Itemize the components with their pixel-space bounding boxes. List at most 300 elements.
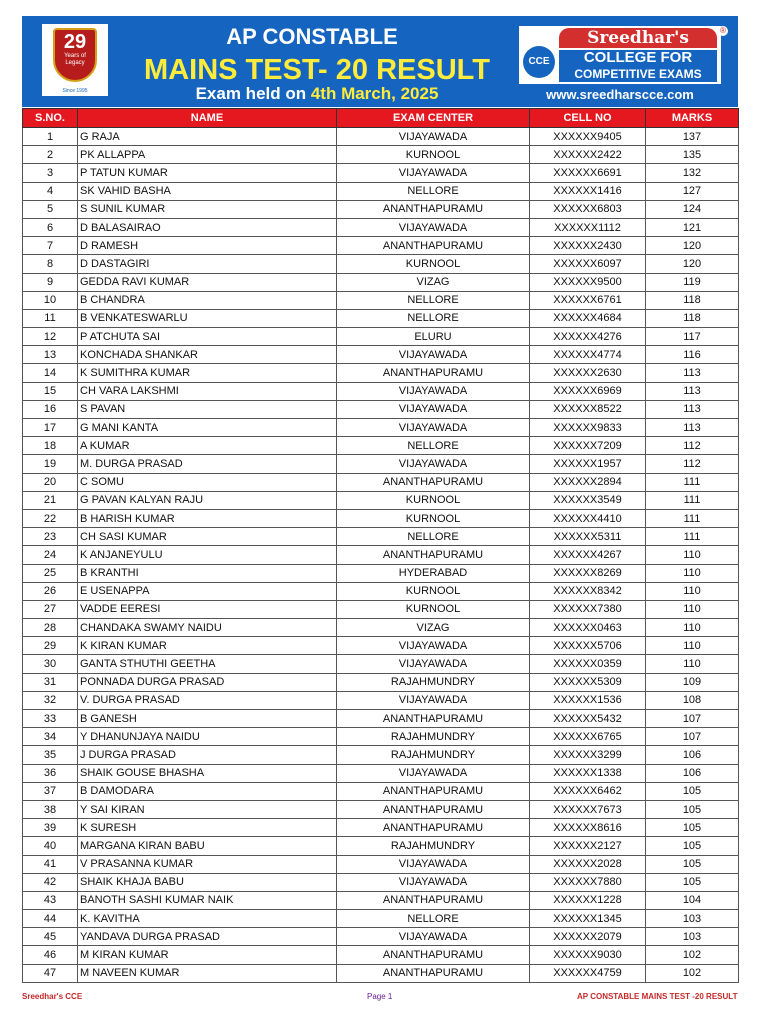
cell-sno: 7 (23, 237, 78, 255)
cell-exam-center: VIJAYAWADA (337, 855, 530, 873)
cell-cell-no: XXXXXX9833 (530, 419, 646, 437)
table-row (23, 400, 739, 418)
col-sno: S.NO. (23, 109, 78, 128)
cell-name: G PAVAN KALYAN RAJU (78, 491, 337, 509)
page-subtitle: MAINS TEST- 20 RESULT (144, 54, 490, 86)
cell-marks: 137 (646, 128, 739, 146)
cell-marks: 109 (646, 673, 739, 691)
registered-icon: ® (718, 26, 728, 36)
table-body (23, 128, 739, 983)
cell-name: MARGANA KIRAN BABU (78, 837, 337, 855)
cell-cell-no: XXXXXX0359 (530, 655, 646, 673)
cell-marks: 105 (646, 855, 739, 873)
cell-marks: 103 (646, 928, 739, 946)
cell-cell-no: XXXXXX9030 (530, 946, 646, 964)
cell-sno: 25 (23, 564, 78, 582)
table-row (23, 655, 739, 673)
table-row (23, 564, 739, 582)
cell-marks: 120 (646, 237, 739, 255)
cell-exam-center: VIZAG (337, 273, 530, 291)
cell-name: SHAIK GOUSE BHASHA (78, 764, 337, 782)
table-row (23, 182, 739, 200)
cell-marks: 110 (646, 564, 739, 582)
exam-date: 4th March, 2025 (310, 84, 439, 103)
cell-cell-no: XXXXXX2430 (530, 237, 646, 255)
cell-sno: 11 (23, 309, 78, 327)
cell-cell-no: XXXXXX1536 (530, 691, 646, 709)
cell-cell-no: XXXXXX1345 (530, 910, 646, 928)
footer-page-number: Page 1 (367, 992, 393, 1001)
cell-cell-no: XXXXXX1957 (530, 455, 646, 473)
cell-sno: 45 (23, 928, 78, 946)
cell-cell-no: XXXXXX2630 (530, 364, 646, 382)
cell-marks: 102 (646, 946, 739, 964)
cell-exam-center: ANANTHAPURAMU (337, 964, 530, 982)
cell-exam-center: VIJAYAWADA (337, 691, 530, 709)
cell-marks: 113 (646, 400, 739, 418)
cell-sno: 35 (23, 746, 78, 764)
cell-marks: 113 (646, 419, 739, 437)
cell-marks: 135 (646, 146, 739, 164)
table-row (23, 619, 739, 637)
cell-exam-center: VIJAYAWADA (337, 346, 530, 364)
cell-marks: 105 (646, 837, 739, 855)
cell-name: P ATCHUTA SAI (78, 328, 337, 346)
cell-exam-center: VIJAYAWADA (337, 218, 530, 236)
cell-marks: 110 (646, 655, 739, 673)
table-row (23, 764, 739, 782)
cell-exam-center: VIJAYAWADA (337, 164, 530, 182)
table-row (23, 910, 739, 928)
table-row (23, 691, 739, 709)
cell-cell-no: XXXXXX2079 (530, 928, 646, 946)
cell-name: CHANDAKA SWAMY NAIDU (78, 619, 337, 637)
cell-sno: 14 (23, 364, 78, 382)
cell-sno: 23 (23, 528, 78, 546)
cell-cell-no: XXXXXX2422 (530, 146, 646, 164)
cell-sno: 6 (23, 218, 78, 236)
cell-name: VADDE EERESI (78, 600, 337, 618)
cell-sno: 13 (23, 346, 78, 364)
legacy-logo (42, 24, 108, 96)
cell-cell-no: XXXXXX6765 (530, 728, 646, 746)
table-row (23, 546, 739, 564)
cell-sno: 47 (23, 964, 78, 982)
cell-marks: 110 (646, 637, 739, 655)
cell-marks: 111 (646, 509, 739, 527)
cell-cell-no: XXXXXX6097 (530, 255, 646, 273)
cell-name: CH SASI KUMAR (78, 528, 337, 546)
cell-exam-center: VIJAYAWADA (337, 655, 530, 673)
page-title: AP CONSTABLE (226, 24, 398, 49)
cell-marks: 112 (646, 455, 739, 473)
cell-sno: 44 (23, 910, 78, 928)
cell-exam-center: NELLORE (337, 437, 530, 455)
cell-cell-no: XXXXXX1112 (530, 218, 646, 236)
website-link[interactable]: www.sreedharscce.com (546, 87, 694, 102)
cell-marks: 107 (646, 728, 739, 746)
cell-sno: 16 (23, 400, 78, 418)
cell-name: BANOTH SASHI KUMAR NAIK (78, 891, 337, 909)
table-row (23, 491, 739, 509)
brand-name: Sreedhar's (559, 28, 717, 48)
cell-marks: 118 (646, 291, 739, 309)
cell-sno: 26 (23, 582, 78, 600)
cell-sno: 1 (23, 128, 78, 146)
cell-name: K ANJANEYULU (78, 546, 337, 564)
cell-exam-center: KURNOOL (337, 582, 530, 600)
cell-cell-no: XXXXXX4684 (530, 309, 646, 327)
brand-logo (519, 26, 721, 84)
cell-exam-center: ANANTHAPURAMU (337, 710, 530, 728)
cell-name: K SUMITHRA KUMAR (78, 364, 337, 382)
table-row (23, 673, 739, 691)
cell-sno: 12 (23, 328, 78, 346)
table-row (23, 837, 739, 855)
cell-marks: 121 (646, 218, 739, 236)
cell-marks: 110 (646, 582, 739, 600)
cell-sno: 39 (23, 819, 78, 837)
cell-sno: 9 (23, 273, 78, 291)
cell-exam-center: HYDERABAD (337, 564, 530, 582)
cell-marks: 105 (646, 800, 739, 818)
cell-cell-no: XXXXXX6691 (530, 164, 646, 182)
col-marks: MARKS (646, 109, 739, 128)
cell-exam-center: ELURU (337, 328, 530, 346)
cell-name: S SUNIL KUMAR (78, 200, 337, 218)
table-row (23, 255, 739, 273)
cell-sno: 33 (23, 710, 78, 728)
exam-date-prefix: Exam held on (195, 84, 311, 103)
logo-number: 29 (63, 31, 87, 53)
cell-cell-no: XXXXXX4410 (530, 509, 646, 527)
cell-name: S PAVAN (78, 400, 337, 418)
cell-name: B KRANTHI (78, 564, 337, 582)
cell-name: M NAVEEN KUMAR (78, 964, 337, 982)
cell-sno: 34 (23, 728, 78, 746)
table-row (23, 855, 739, 873)
table-row (23, 382, 739, 400)
cell-name: Y SAI KIRAN (78, 800, 337, 818)
cell-exam-center: VIJAYAWADA (337, 764, 530, 782)
cell-cell-no: XXXXXX4774 (530, 346, 646, 364)
cell-name: J DURGA PRASAD (78, 746, 337, 764)
cell-cell-no: XXXXXX5432 (530, 710, 646, 728)
cell-sno: 21 (23, 491, 78, 509)
cell-sno: 18 (23, 437, 78, 455)
cell-exam-center: NELLORE (337, 291, 530, 309)
cell-cell-no: XXXXXX7673 (530, 800, 646, 818)
table-row (23, 237, 739, 255)
cell-cell-no: XXXXXX8269 (530, 564, 646, 582)
table-row (23, 128, 739, 146)
cell-exam-center: VIJAYAWADA (337, 928, 530, 946)
cell-marks: 120 (646, 255, 739, 273)
cell-cell-no: XXXXXX1338 (530, 764, 646, 782)
cell-name: C SOMU (78, 473, 337, 491)
cell-exam-center: NELLORE (337, 528, 530, 546)
cell-exam-center: ANANTHAPURAMU (337, 800, 530, 818)
cell-cell-no: XXXXXX5309 (530, 673, 646, 691)
cell-cell-no: XXXXXX2894 (530, 473, 646, 491)
cell-cell-no: XXXXXX8342 (530, 582, 646, 600)
cell-marks: 111 (646, 528, 739, 546)
table-row (23, 582, 739, 600)
cell-exam-center: VIJAYAWADA (337, 382, 530, 400)
footer-left: Sreedhar's CCE (22, 992, 83, 1001)
table-row (23, 819, 739, 837)
cell-sno: 10 (23, 291, 78, 309)
table-row (23, 455, 739, 473)
cell-name: D DASTAGIRI (78, 255, 337, 273)
cell-sno: 43 (23, 891, 78, 909)
cell-exam-center: KURNOOL (337, 509, 530, 527)
cell-name: SHAIK KHAJA BABU (78, 873, 337, 891)
cell-cell-no: XXXXXX6462 (530, 782, 646, 800)
cell-cell-no: XXXXXX2127 (530, 837, 646, 855)
cell-exam-center: RAJAHMUNDRY (337, 728, 530, 746)
cell-sno: 29 (23, 637, 78, 655)
cell-name: M. DURGA PRASAD (78, 455, 337, 473)
cell-name: D RAMESH (78, 237, 337, 255)
table-row (23, 782, 739, 800)
cell-marks: 116 (646, 346, 739, 364)
table-row (23, 218, 739, 236)
cell-sno: 28 (23, 619, 78, 637)
cell-name: P TATUN KUMAR (78, 164, 337, 182)
cell-exam-center: ANANTHAPURAMU (337, 819, 530, 837)
cell-name: PONNADA DURGA PRASAD (78, 673, 337, 691)
cell-exam-center: NELLORE (337, 309, 530, 327)
table-row (23, 164, 739, 182)
cell-cell-no: XXXXXX5706 (530, 637, 646, 655)
cell-marks: 111 (646, 473, 739, 491)
table-row (23, 291, 739, 309)
cell-sno: 32 (23, 691, 78, 709)
cell-sno: 17 (23, 419, 78, 437)
cell-name: G RAJA (78, 128, 337, 146)
cell-exam-center: VIJAYAWADA (337, 128, 530, 146)
cell-cell-no: XXXXXX4759 (530, 964, 646, 982)
cell-marks: 104 (646, 891, 739, 909)
cell-sno: 19 (23, 455, 78, 473)
cell-marks: 107 (646, 710, 739, 728)
header-banner (22, 16, 738, 107)
cell-marks: 102 (646, 964, 739, 982)
cell-marks: 105 (646, 873, 739, 891)
logo-text: Years of Legacy (64, 53, 86, 66)
cell-marks: 124 (646, 200, 739, 218)
cell-name: E USENAPPA (78, 582, 337, 600)
table-row (23, 928, 739, 946)
cce-badge-icon: CCE (523, 46, 555, 78)
cell-exam-center: KURNOOL (337, 600, 530, 618)
cell-marks: 106 (646, 764, 739, 782)
cell-sno: 46 (23, 946, 78, 964)
cell-cell-no: XXXXXX7209 (530, 437, 646, 455)
cell-name: KONCHADA SHANKAR (78, 346, 337, 364)
cell-marks: 103 (646, 910, 739, 928)
cell-marks: 113 (646, 364, 739, 382)
cell-marks: 110 (646, 546, 739, 564)
cell-marks: 106 (646, 746, 739, 764)
cell-exam-center: ANANTHAPURAMU (337, 946, 530, 964)
cell-cell-no: XXXXXX3549 (530, 491, 646, 509)
cell-cell-no: XXXXXX3299 (530, 746, 646, 764)
cell-name: B HARISH KUMAR (78, 509, 337, 527)
cell-cell-no: XXXXXX9500 (530, 273, 646, 291)
cell-exam-center: KURNOOL (337, 255, 530, 273)
cell-exam-center: ANANTHAPURAMU (337, 546, 530, 564)
cell-cell-no: XXXXXX1416 (530, 182, 646, 200)
cell-sno: 4 (23, 182, 78, 200)
cell-cell-no: XXXXXX1228 (530, 891, 646, 909)
cell-exam-center: ANANTHAPURAMU (337, 200, 530, 218)
cell-cell-no: XXXXXX7380 (530, 600, 646, 618)
cell-marks: 113 (646, 382, 739, 400)
cell-exam-center: VIJAYAWADA (337, 455, 530, 473)
cell-name: A KUMAR (78, 437, 337, 455)
cell-cell-no: XXXXXX5311 (530, 528, 646, 546)
cell-sno: 5 (23, 200, 78, 218)
cell-exam-center: NELLORE (337, 182, 530, 200)
cell-name: YANDAVA DURGA PRASAD (78, 928, 337, 946)
cell-marks: 110 (646, 600, 739, 618)
cell-exam-center: RAJAHMUNDRY (337, 746, 530, 764)
cell-name: K SURESH (78, 819, 337, 837)
cell-marks: 112 (646, 437, 739, 455)
table-row (23, 891, 739, 909)
cell-name: B DAMODARA (78, 782, 337, 800)
cell-name: Y DHANUNJAYA NAIDU (78, 728, 337, 746)
cell-exam-center: VIJAYAWADA (337, 637, 530, 655)
table-row (23, 364, 739, 382)
cell-cell-no: XXXXXX7880 (530, 873, 646, 891)
cell-cell-no: XXXXXX2028 (530, 855, 646, 873)
cell-sno: 36 (23, 764, 78, 782)
brand-line-2: COMPETITIVE EXAMS (559, 66, 717, 82)
cell-marks: 110 (646, 619, 739, 637)
cell-sno: 41 (23, 855, 78, 873)
cell-name: GANTA STHUTHI GEETHA (78, 655, 337, 673)
cell-marks: 127 (646, 182, 739, 200)
cell-name: V PRASANNA KUMAR (78, 855, 337, 873)
cell-exam-center: VIJAYAWADA (337, 400, 530, 418)
table-row (23, 800, 739, 818)
cell-cell-no: XXXXXX4267 (530, 546, 646, 564)
cell-cell-no: XXXXXX6761 (530, 291, 646, 309)
cell-exam-center: KURNOOL (337, 491, 530, 509)
cell-marks: 105 (646, 819, 739, 837)
cell-name: D BALASAIRAO (78, 218, 337, 236)
cell-sno: 2 (23, 146, 78, 164)
cell-name: V. DURGA PRASAD (78, 691, 337, 709)
cell-exam-center: VIJAYAWADA (337, 419, 530, 437)
cell-sno: 37 (23, 782, 78, 800)
col-exam-center: EXAM CENTER (337, 109, 530, 128)
table-row (23, 437, 739, 455)
cell-cell-no: XXXXXX8522 (530, 400, 646, 418)
cell-exam-center: ANANTHAPURAMU (337, 782, 530, 800)
footer-right: AP CONSTABLE MAINS TEST -20 RESULT (577, 992, 738, 1001)
cell-sno: 24 (23, 546, 78, 564)
cell-exam-center: NELLORE (337, 910, 530, 928)
cell-sno: 38 (23, 800, 78, 818)
table-row (23, 200, 739, 218)
brand-line-1: COLLEGE FOR (559, 50, 717, 66)
shield-icon (53, 28, 97, 82)
cell-sno: 40 (23, 837, 78, 855)
cell-marks: 111 (646, 491, 739, 509)
cell-exam-center: ANANTHAPURAMU (337, 237, 530, 255)
cell-sno: 8 (23, 255, 78, 273)
table-row (23, 146, 739, 164)
cell-exam-center: VIJAYAWADA (337, 873, 530, 891)
cell-name: CH VARA LAKSHMI (78, 382, 337, 400)
cell-exam-center: VIZAG (337, 619, 530, 637)
table-row (23, 710, 739, 728)
cell-exam-center: ANANTHAPURAMU (337, 364, 530, 382)
table-row (23, 473, 739, 491)
cell-marks: 105 (646, 782, 739, 800)
logo-since: Since 1995 (62, 88, 88, 94)
table-row (23, 728, 739, 746)
table-row (23, 600, 739, 618)
cell-name: SK VAHID BASHA (78, 182, 337, 200)
table-row (23, 746, 739, 764)
cell-sno: 42 (23, 873, 78, 891)
cell-sno: 20 (23, 473, 78, 491)
cell-marks: 108 (646, 691, 739, 709)
cell-name: B CHANDRA (78, 291, 337, 309)
table-row (23, 946, 739, 964)
table-row (23, 528, 739, 546)
exam-date-line (157, 84, 477, 104)
cell-name: K KIRAN KUMAR (78, 637, 337, 655)
cell-name: M KIRAN KUMAR (78, 946, 337, 964)
cell-sno: 3 (23, 164, 78, 182)
cell-marks: 117 (646, 328, 739, 346)
cell-cell-no: XXXXXX6969 (530, 382, 646, 400)
cell-name: GEDDA RAVI KUMAR (78, 273, 337, 291)
cell-exam-center: KURNOOL (337, 146, 530, 164)
table-row (23, 273, 739, 291)
cell-name: B GANESH (78, 710, 337, 728)
table-row (23, 346, 739, 364)
table-header-row (23, 109, 739, 128)
cell-sno: 31 (23, 673, 78, 691)
cell-sno: 22 (23, 509, 78, 527)
cell-name: G MANI KANTA (78, 419, 337, 437)
cell-cell-no: XXXXXX6803 (530, 200, 646, 218)
table-row (23, 309, 739, 327)
table-row (23, 419, 739, 437)
table-row (23, 509, 739, 527)
cell-name: PK ALLAPPA (78, 146, 337, 164)
results-table (22, 108, 739, 983)
cell-marks: 132 (646, 164, 739, 182)
cell-sno: 15 (23, 382, 78, 400)
cell-exam-center: RAJAHMUNDRY (337, 837, 530, 855)
table-row (23, 328, 739, 346)
table-row (23, 637, 739, 655)
col-name: NAME (78, 109, 337, 128)
cell-name: B VENKATESWARLU (78, 309, 337, 327)
table-row (23, 964, 739, 982)
cell-sno: 30 (23, 655, 78, 673)
cell-marks: 118 (646, 309, 739, 327)
cell-exam-center: RAJAHMUNDRY (337, 673, 530, 691)
